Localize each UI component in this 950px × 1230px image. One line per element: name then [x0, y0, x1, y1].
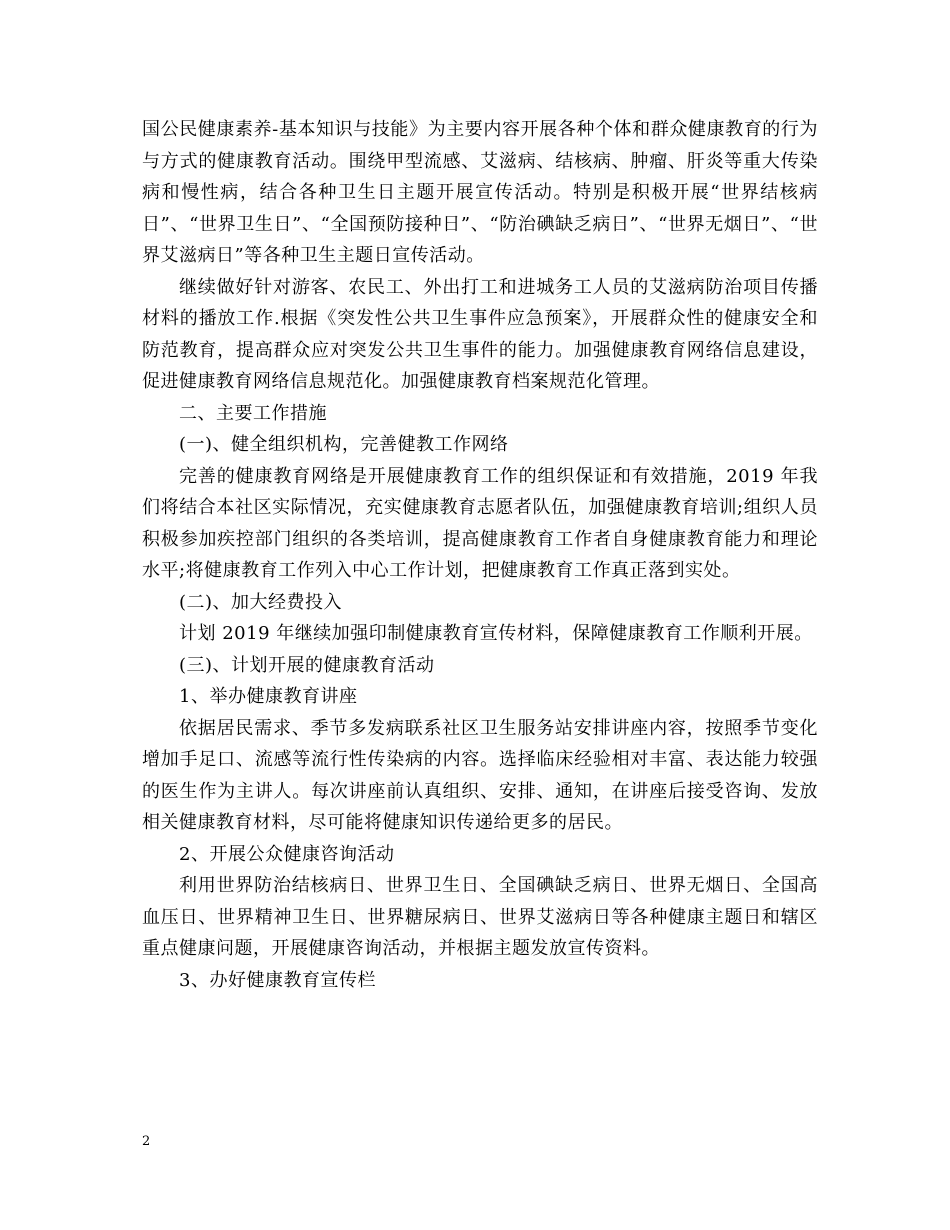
- item-heading-bulletin-board: 3、办好健康教育宣传栏: [179, 969, 376, 991]
- item-heading-consultation: 2、开展公众健康咨询活动: [179, 843, 395, 865]
- item-heading-lectures: 1、举办健康教育讲座: [179, 686, 358, 707]
- section-heading-main-measures: 二、主要工作措施: [179, 402, 327, 424]
- paragraph-network: 完善的健康教育网络是开展健康教育工作的组织保证和有效措施，2019 年我们将结合本社区实际情况，充实健康教育志愿者队伍，加强健康教育培训;组织人员积极参加疾控部门组织的各类培训，提高健康教育工作者自身健康教育能力和理论水平;将健康教育工作列入中心工作计划，把健康教育工作真正落到实处。: [142, 465, 818, 581]
- paragraph-consultation: 利用世界防治结核病日、世界卫生日、全国碘缺乏病日、世界无烟日、全国高血压日、世界精神卫生日、世界糖尿病日、世界艾滋病日等各种健康主题日和辖区重点健康问题，开展健康咨询活动，并根据主题发放宣传资料。: [142, 875, 818, 959]
- page-number: 2: [142, 1134, 151, 1149]
- document-body: [142, 114, 818, 996]
- paragraph-funding: 计划 2019 年继续加强印制健康教育宣传材料，保障健康教育工作顺利开展。: [179, 623, 813, 644]
- paragraph-continuation: 国公民健康素养-基本知识与技能》为主要内容开展各种个体和群众健康教育的行为与方式的健康教育活动。围绕甲型流感、艾滋病、结核病、肿瘤、肝炎等重大传染病和慢性病，结合各种卫生日主题开展宣传活动。特别是积极开展“世界结核病日”、“世界卫生日”、“全国预防接种日”、“防治碘缺乏病日”、“世界无烟日”、“世界艾滋病日”等各种卫生主题日宣传活动。: [142, 119, 818, 266]
- paragraph-lectures: 依据居民需求、季节多发病联系社区卫生服务站安排讲座内容，按照季节变化增加手足口、流感等流行性传染病的内容。选择临床经验相对丰富、表达能力较强的医生作为主讲人。每次讲座前认真组织、安排、通知，在讲座后接受咨询、发放相关健康教育材料，尽可能将健康知识传递给更多的居民。: [142, 717, 818, 833]
- subheading-organization: (一)、健全组织机构，完善健教工作网络: [179, 434, 509, 455]
- paragraph-aids-prevention: 继续做好针对游客、农民工、外出打工和进城务工人员的艾滋病防治项目传播材料的播放工作.根据《突发性公共卫生事件应急预案》，开展群众性的健康安全和防范教育，提高群众应对突发公共卫生事件的能力。加强健康教育网络信息建设，促进健康教育网络信息规范化。加强健康教育档案规范化管理。: [142, 276, 818, 392]
- subheading-funding: (二)、加大经费投入: [179, 591, 343, 613]
- subheading-activities: (三)、计划开展的健康教育活动: [179, 654, 435, 676]
